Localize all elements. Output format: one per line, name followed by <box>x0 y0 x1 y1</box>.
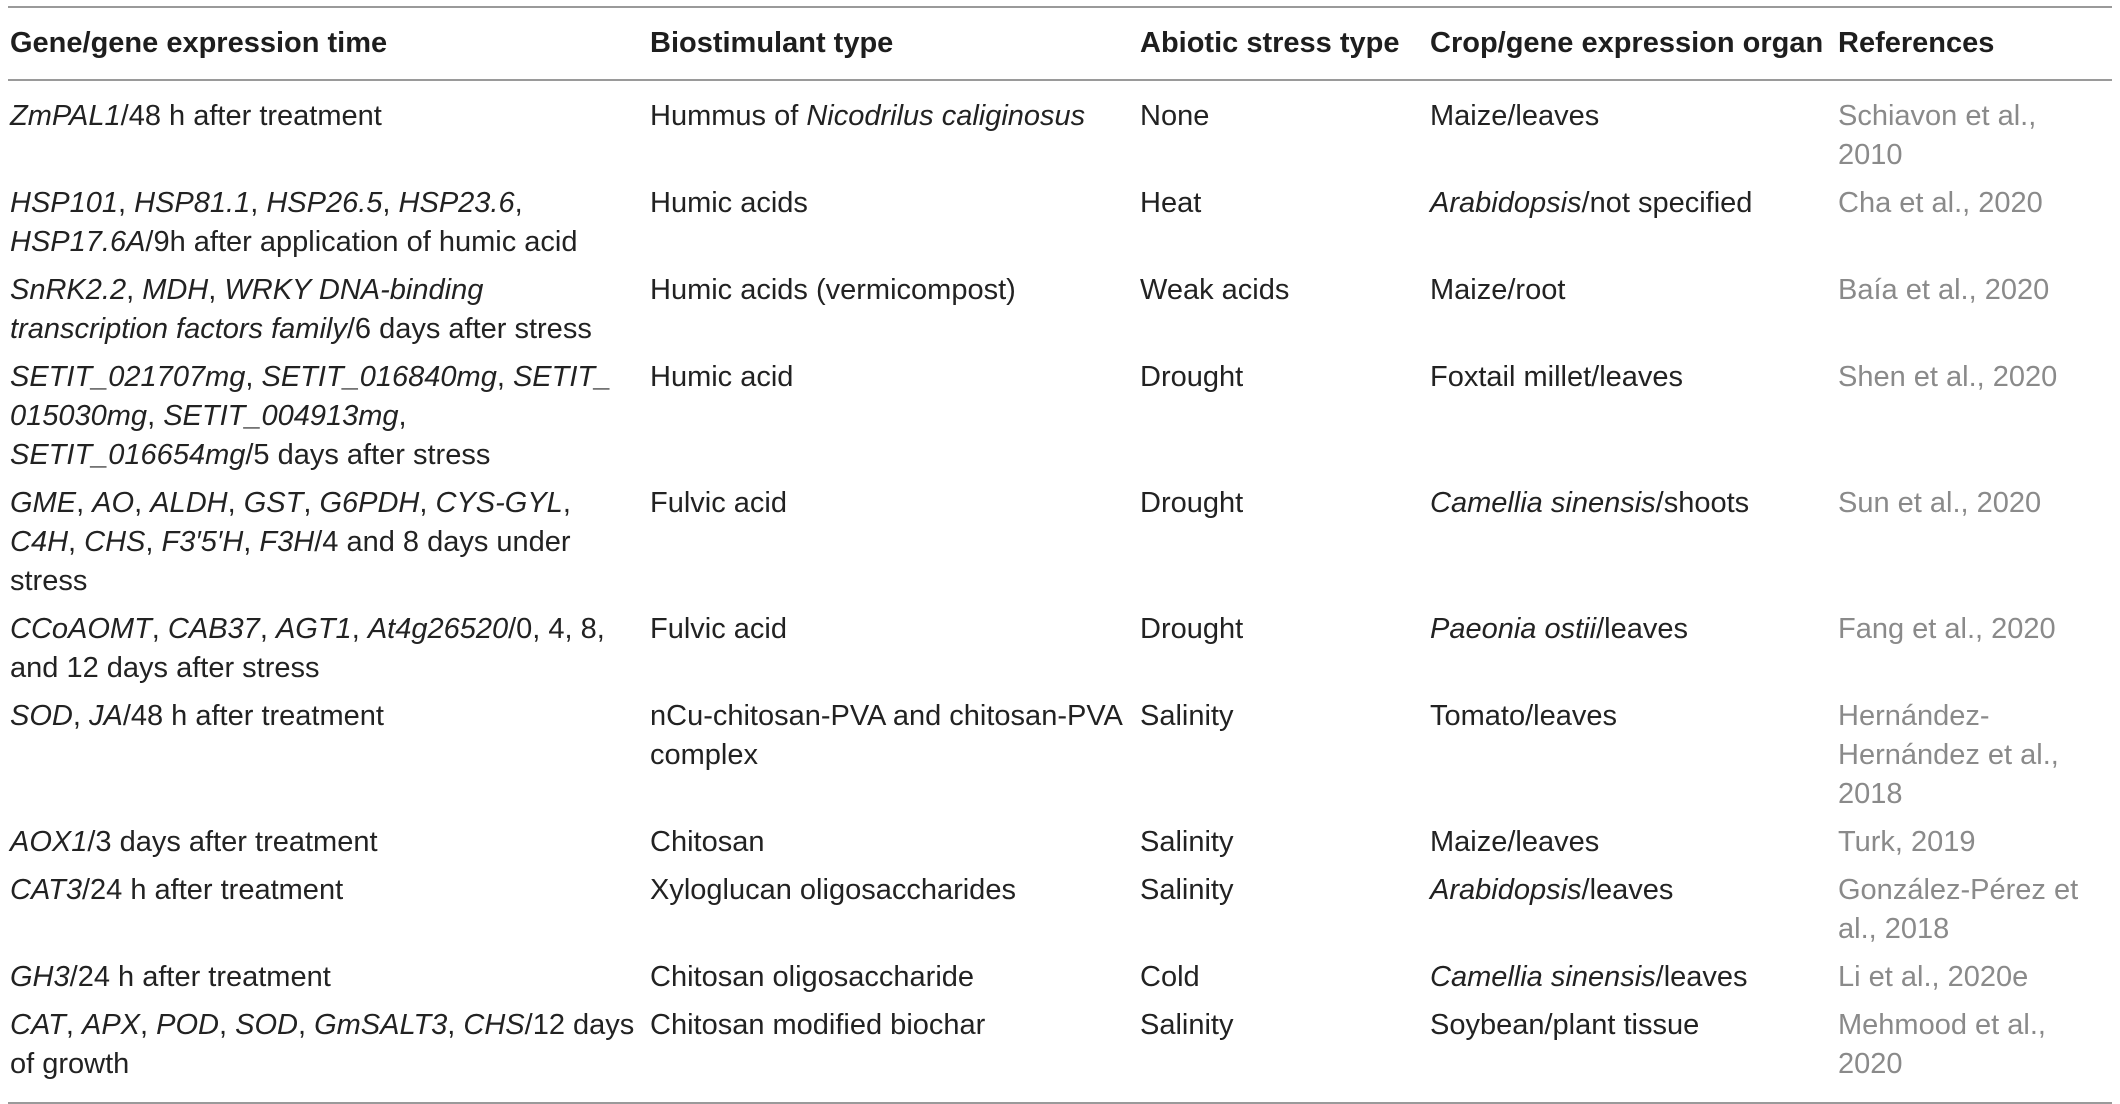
text-segment: , <box>134 487 151 519</box>
cell-reference[interactable]: Sun et al., 2020 <box>1838 487 2042 519</box>
cell-reference[interactable]: González-Pérez et al., 2018 <box>1838 874 2079 945</box>
italic-term: GmSALT3 <box>314 1009 448 1041</box>
cell-gene <box>8 692 648 818</box>
cell-reference[interactable]: Fang et al., 2020 <box>1838 613 2056 645</box>
cell-reference[interactable]: Cha et al., 2020 <box>1838 187 2043 219</box>
table-row <box>8 866 2112 953</box>
italic-term: C4H <box>10 526 69 558</box>
cell-crop <box>1428 353 1836 479</box>
cell-biostimulant <box>648 266 1138 353</box>
cell-biostimulant <box>648 866 1138 953</box>
text-segment: , <box>514 187 523 219</box>
text-segment: /9h after application of humic acid <box>145 226 578 258</box>
cell-gene <box>8 1001 648 1103</box>
italic-term: GH3 <box>10 961 70 993</box>
cell-crop <box>1428 479 1836 605</box>
text-segment: , <box>351 613 368 645</box>
cell-crop <box>1428 80 1836 179</box>
text-segment: Humic acid <box>650 361 794 393</box>
cell-crop <box>1428 866 1836 953</box>
header-crop: Crop/gene expression organ <box>1430 27 1824 59</box>
italic-term: APX <box>81 1009 141 1041</box>
table-row <box>8 479 2112 605</box>
text-segment: /leaves <box>1581 874 1674 906</box>
text-segment: , <box>118 187 135 219</box>
cell-gene <box>8 605 648 692</box>
cell-biostimulant <box>648 818 1138 866</box>
text-segment: , <box>243 526 260 558</box>
cell-reference[interactable]: Hernández-Hernández et al., 2018 <box>1838 700 2059 810</box>
cell-stress: Salinity <box>1140 700 1234 732</box>
gene-expression-table <box>8 6 2112 1104</box>
text-segment: , <box>147 400 164 432</box>
text-segment: /12 days of growth <box>10 1009 635 1080</box>
italic-term: HSP26.5 <box>266 187 383 219</box>
text-segment: Tomato/leaves <box>1430 700 1617 732</box>
table-header-row <box>8 7 2112 80</box>
text-segment: /24 h after treatment <box>69 961 331 993</box>
cell-crop <box>1428 692 1836 818</box>
cell-biostimulant <box>648 1001 1138 1103</box>
text-segment: , <box>419 487 436 519</box>
italic-term: POD <box>156 1009 219 1041</box>
italic-term: Paeonia ostii <box>1430 613 1597 645</box>
table-row <box>8 692 2112 818</box>
italic-term: At4g26520 <box>367 613 509 645</box>
text-segment: , <box>151 613 168 645</box>
table-row <box>8 179 2112 266</box>
italic-term: AOX1 <box>10 826 88 858</box>
text-segment: Chitosan oligosaccharide <box>650 961 975 993</box>
italic-term: SOD <box>235 1009 298 1041</box>
text-segment: Humic acids (vermicompost) <box>650 274 1016 306</box>
italic-term: CAT3 <box>10 874 82 906</box>
text-segment: , <box>72 700 89 732</box>
text-segment: Soybean/plant tissue <box>1430 1009 1700 1041</box>
cell-stress: Salinity <box>1140 826 1234 858</box>
cell-biostimulant <box>648 353 1138 479</box>
italic-term: SETIT_016840mg <box>261 361 497 393</box>
italic-term: G6PDH <box>319 487 420 519</box>
italic-term: SnRK2.2 <box>10 274 127 306</box>
italic-term: ALDH <box>150 487 228 519</box>
text-segment: Humic acids <box>650 187 808 219</box>
header-stress: Abiotic stress type <box>1140 27 1400 59</box>
text-segment: , <box>65 1009 82 1041</box>
italic-term: Nicodrilus caliginosus <box>806 100 1086 132</box>
text-segment: , <box>126 274 143 306</box>
text-segment: Maize/leaves <box>1430 826 1600 858</box>
text-segment: Fulvic acid <box>650 487 787 519</box>
text-segment: /leaves <box>1596 613 1688 645</box>
text-segment: /not specified <box>1581 187 1753 219</box>
cell-gene <box>8 80 648 179</box>
table-container <box>8 6 2112 1104</box>
text-segment: Hummus of <box>650 100 807 132</box>
text-segment: , <box>447 1009 464 1041</box>
text-segment: /24 h after treatment <box>81 874 344 906</box>
cell-gene <box>8 479 648 605</box>
italic-term: AO <box>92 487 135 519</box>
header-gene: Gene/gene expression time <box>10 27 388 59</box>
table-row <box>8 605 2112 692</box>
cell-crop <box>1428 818 1836 866</box>
text-segment: /48 h after treatment <box>120 100 382 132</box>
cell-stress: Salinity <box>1140 1009 1234 1041</box>
cell-gene <box>8 353 648 479</box>
italic-term: ZmPAL1 <box>10 100 121 132</box>
italic-term: CHS <box>463 1009 525 1041</box>
italic-term: CYS-GYL <box>435 487 563 519</box>
cell-reference[interactable]: Baía et al., 2020 <box>1838 274 2050 306</box>
cell-gene <box>8 179 648 266</box>
cell-reference[interactable]: Mehmood et al., 2020 <box>1838 1009 2046 1080</box>
cell-biostimulant <box>648 80 1138 179</box>
text-segment: , <box>140 1009 157 1041</box>
table-row <box>8 818 2112 866</box>
italic-term: SETIT_ 015030mg <box>10 361 612 432</box>
cell-gene <box>8 818 648 866</box>
text-segment: Fulvic acid <box>650 613 787 645</box>
header-biostimulant: Biostimulant type <box>650 27 894 59</box>
italic-term: AGT1 <box>275 613 352 645</box>
cell-stress: None <box>1140 100 1210 132</box>
text-segment: , <box>382 187 399 219</box>
text-segment: Maize/root <box>1430 274 1566 306</box>
text-segment: Maize/leaves <box>1430 100 1600 132</box>
cell-gene <box>8 866 648 953</box>
text-segment: /shoots <box>1655 487 1750 519</box>
italic-term: SETIT_004913mg <box>163 400 399 432</box>
text-segment: /6 days after stress <box>346 313 592 345</box>
italic-term: SETIT_016654mg <box>10 439 246 471</box>
italic-term: Camellia sinensis <box>1430 961 1656 993</box>
italic-term: HSP101 <box>10 187 119 219</box>
italic-term: Arabidopsis <box>1430 874 1582 906</box>
cell-crop <box>1428 179 1836 266</box>
cell-stress: Heat <box>1140 187 1202 219</box>
italic-term: GST <box>243 487 304 519</box>
italic-term: Camellia sinensis <box>1430 487 1656 519</box>
cell-biostimulant <box>648 692 1138 818</box>
text-segment: , <box>398 400 407 432</box>
text-segment: , <box>76 487 93 519</box>
cell-reference[interactable]: Shen et al., 2020 <box>1838 361 2058 393</box>
text-segment: , <box>562 487 571 519</box>
text-segment: , <box>227 487 244 519</box>
cell-crop <box>1428 953 1836 1001</box>
text-segment: /3 days after treatment <box>87 826 378 858</box>
cell-reference[interactable]: Li et al., 2020e <box>1838 961 2029 993</box>
table-body <box>8 80 2112 1103</box>
cell-crop <box>1428 605 1836 692</box>
text-segment: , <box>303 487 320 519</box>
text-segment: nCu-chitosan-PVA and chitosan-PVA complex <box>650 700 1122 771</box>
text-segment: , <box>218 1009 236 1041</box>
text-segment: , <box>245 361 262 393</box>
italic-term: CHS <box>84 526 146 558</box>
text-segment: , <box>208 274 225 306</box>
italic-term: CAT <box>10 1009 66 1041</box>
italic-term: SOD <box>10 700 73 732</box>
text-segment: , <box>68 526 85 558</box>
italic-term: GME <box>10 487 77 519</box>
text-segment: Chitosan <box>650 826 765 858</box>
text-segment: , <box>496 361 513 393</box>
table-row <box>8 953 2112 1001</box>
cell-gene <box>8 953 648 1001</box>
italic-term: MDH <box>142 274 209 306</box>
italic-term: CAB37 <box>167 613 260 645</box>
text-segment: Chitosan modified biochar <box>650 1009 986 1041</box>
cell-stress: Weak acids <box>1140 274 1290 306</box>
cell-crop <box>1428 266 1836 353</box>
cell-stress: Drought <box>1140 613 1244 645</box>
text-segment: /0, 4, 8, and 12 days after stress <box>10 613 605 684</box>
cell-gene <box>8 266 648 353</box>
table-row <box>8 266 2112 353</box>
cell-stress: Salinity <box>1140 874 1234 906</box>
italic-term: F3′5′H <box>161 526 244 558</box>
text-segment: Xyloglucan oligosaccharides <box>650 874 1016 906</box>
cell-reference[interactable]: Turk, 2019 <box>1838 826 1976 858</box>
cell-biostimulant <box>648 605 1138 692</box>
text-segment: , <box>259 613 276 645</box>
cell-biostimulant <box>648 179 1138 266</box>
text-segment: /4 and 8 days under stress <box>10 526 571 597</box>
text-segment: , <box>250 187 267 219</box>
text-segment: /48 h after treatment <box>122 700 384 732</box>
italic-term: Arabidopsis <box>1430 187 1582 219</box>
cell-stress: Drought <box>1140 487 1244 519</box>
italic-term: HSP23.6 <box>398 187 515 219</box>
italic-term: SETIT_021707mg <box>10 361 246 393</box>
cell-reference[interactable]: Schiavon et al., 2010 <box>1838 100 2037 171</box>
table-row <box>8 1001 2112 1103</box>
cell-biostimulant <box>648 953 1138 1001</box>
italic-term: HSP17.6A <box>10 226 146 258</box>
header-references: References <box>1838 27 1995 59</box>
text-segment: , <box>145 526 162 558</box>
text-segment: /leaves <box>1655 961 1748 993</box>
cell-stress: Cold <box>1140 961 1200 993</box>
italic-term: HSP81.1 <box>134 187 251 219</box>
text-segment: /5 days after stress <box>245 439 491 471</box>
table-row <box>8 353 2112 479</box>
text-segment: , <box>297 1009 315 1041</box>
italic-term: JA <box>88 700 123 732</box>
cell-stress: Drought <box>1140 361 1244 393</box>
italic-term: F3H <box>259 526 315 558</box>
table-row <box>8 80 2112 179</box>
cell-biostimulant <box>648 479 1138 605</box>
cell-crop <box>1428 1001 1836 1103</box>
italic-term: WRKY DNA-binding transcription factors family <box>10 274 484 345</box>
text-segment: Foxtail millet/leaves <box>1430 361 1684 393</box>
italic-term: CCoAOMT <box>10 613 152 645</box>
